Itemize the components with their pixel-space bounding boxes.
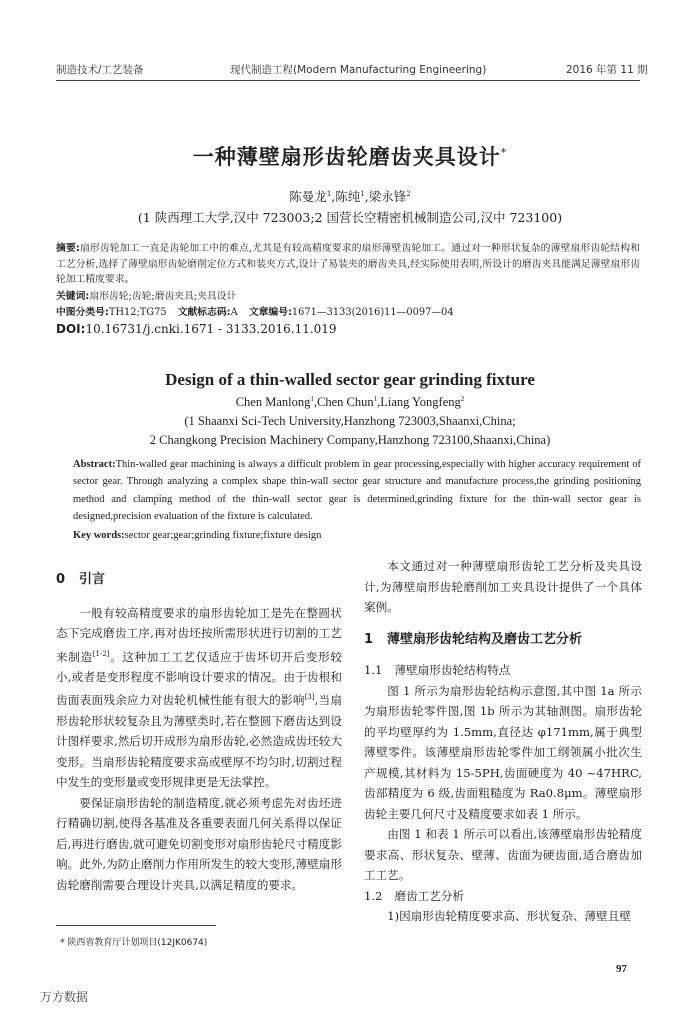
keywords-en bbox=[73, 527, 641, 544]
citation-1-2: [1-2] bbox=[92, 649, 110, 658]
doi-value: 10.16731/j.cnki.1671 - 3133.2016.11.019 bbox=[85, 322, 337, 336]
doc-code-value: A bbox=[230, 307, 238, 318]
section-1-2-heading bbox=[364, 886, 642, 907]
grinding-analysis-paragraph: 1)因扇形齿轮精度要求高、形状复杂、薄壁且壁 bbox=[387, 909, 631, 923]
section-0-title: 引言 bbox=[79, 572, 106, 587]
intro-p1-part-b: 。这种加工工艺仅适应于齿坏切开后变形较小,或者是变形程度不影响设计要求的情况。由于齿根和齿面表面残余应力对齿轮机械性能有很大的影响 bbox=[56, 649, 342, 708]
affiliation-en-1: (1 Shaanxi Sci-Tech University,Hanzhong 723003,Shaanxi,China; bbox=[184, 414, 516, 428]
header-rule bbox=[56, 80, 640, 81]
header-issue: 2016 年第 11 期 bbox=[566, 64, 648, 76]
doi-label: DOI: bbox=[56, 322, 86, 336]
keywords-cn bbox=[56, 288, 236, 302]
intro-paragraph-3: 本文通过对一种薄壁扇形齿轮工艺分析及夹具设计,为薄壁扇形齿轮磨削加工夹具设计提供了一个具体案例。 bbox=[364, 559, 642, 614]
article-no-label: 文章编号: bbox=[248, 307, 292, 318]
author-en-1: Chen Manlong bbox=[235, 395, 311, 410]
abstract-cn bbox=[56, 241, 640, 288]
keywords-cn-label: 关键词: bbox=[56, 291, 90, 302]
doc-code-label: 文献标志码: bbox=[177, 307, 231, 318]
footnote-rule bbox=[56, 925, 216, 926]
section-1-number: 1 bbox=[364, 631, 374, 647]
intro-p1-part-c: ,当扇形齿轮形状较复杂且为薄壁类时,若在整圆下磨齿达到设计图样要求,然后切开成形为扇形齿轮,必然造成齿坯较大变形。当扇形齿轮精度要求高或壁厚不均匀时,切割过程中发生的变形量或变形规律更是无法掌控。 bbox=[56, 693, 342, 790]
author-en-3-affil: 2 bbox=[460, 395, 465, 403]
article-no-value: 1671—3133(2016)11—0097—04 bbox=[291, 307, 454, 318]
right-column bbox=[364, 556, 642, 927]
author-cn-2: ,陈纯 bbox=[331, 189, 361, 204]
intro-paragraph-2: 要保证扇形齿轮的制造精度,就必须考虑先对齿坯进行精确切割,使得各基准及各重要表面几何关系得以保证后,再进行磨齿,就可避免切割变形对扇形齿轮尺寸精度影响。此外,为防止磨削力作用所发生的较大变形,薄壁扇形齿轮磨削需要合理设计夹具,以满足精度的要求。 bbox=[56, 795, 342, 892]
keywords-en-label: Key words: bbox=[73, 530, 125, 541]
abstract-en bbox=[73, 456, 641, 526]
authors-en bbox=[0, 395, 700, 410]
author-en-1-affil: 1 bbox=[310, 395, 314, 403]
author-cn-3: ,梁永锋 bbox=[364, 189, 407, 204]
structure-summary-paragraph: 由图 1 和表 1 所示可以看出,该薄壁扇形齿轮精度要求高、形状复杂、壁薄、齿面为硬齿面,适合磨齿加工工艺。 bbox=[364, 827, 642, 882]
doi-line bbox=[56, 322, 337, 336]
author-cn-1: 陈曼龙 bbox=[289, 189, 327, 204]
abstract-en-label: Abstract: bbox=[73, 459, 116, 470]
structure-paragraph: 图 1 所示为扇形齿轮结构示意图,其中图 1a 所示为扇形齿轮零件图,图 1b 所示为其轴测图。扇形齿轮的平均壁厚约为 1.5mm,直径达 φ171mm,属于典型薄壁零件。该薄壁扇形齿轮零件加工纲领属小批次生产规模,其材料为 15-5PH,齿面硬度为 40 ~47HRC,齿部精度为 6 级,齿面粗糙度为 Ra0.8μm。薄壁扇形齿轮主要几何尺寸及精度要求如表 1 所示。 bbox=[364, 683, 642, 821]
author-en-2-affil: 1 bbox=[373, 395, 378, 403]
affiliation-cn: (1 陕西理工大学,汉中 723003;2 国营长空精密机械制造公司,汉中 723100) bbox=[137, 210, 563, 225]
keywords-cn-text: 扇形齿轮;齿轮;磨齿夹具;夹具设计 bbox=[89, 291, 237, 302]
page-number: 97 bbox=[616, 963, 627, 975]
section-1-1-title: 薄壁扇形齿轮结构特点 bbox=[394, 663, 511, 677]
affiliation-en-2: 2 Changkong Precision Machinery Company,Hanzhong 723100,Shaanxi,China) bbox=[149, 433, 551, 447]
header-section-label: 制造技术/工艺装备 bbox=[56, 64, 144, 76]
author-cn-2-affil: 1 bbox=[360, 189, 365, 198]
title-cn-text: 一种薄壁扇形齿轮磨齿夹具设计 bbox=[192, 145, 501, 169]
author-en-3: ,Liang Yongfeng bbox=[377, 395, 461, 410]
author-cn-3-affil: 2 bbox=[406, 189, 411, 198]
section-1-1-heading bbox=[364, 660, 642, 681]
classification-line bbox=[56, 304, 454, 318]
abstract-en-text: Thin-walled gear machining is always a difficult problem in gear processing,especially with higher accuracy requirement of sector gear. Through analyzing a complex shape thin-wall sector gear structure and manufacture process,the grinding positioning method and clamping method of the thin-wall sector gear is determined,grinding fixture for the thin-wall sector gear is designed,precision evaluation of the fixture is calculated. bbox=[73, 459, 641, 523]
section-1-heading bbox=[364, 630, 642, 651]
section-1-title: 薄壁扇形齿轮结构及磨齿工艺分析 bbox=[387, 631, 583, 647]
clc-label: 中图分类号: bbox=[56, 307, 109, 318]
author-en-2: ,Chen Chun bbox=[313, 395, 374, 410]
section-0-heading bbox=[56, 570, 342, 591]
citation-3: [3] bbox=[304, 693, 315, 702]
left-column bbox=[56, 570, 342, 895]
abstract-cn-label: 摘要: bbox=[56, 243, 80, 254]
header-journal-name: 现代制造工程(Modern Manufacturing Engineering) bbox=[230, 64, 487, 76]
title-footnote-mark: * bbox=[500, 146, 508, 159]
section-1-1-number: 1.1 bbox=[364, 663, 383, 677]
intro-p1-part-a: 一般有较高精度要求的扇形齿轮加工是先在整圆状态下完成磨齿工序,再对齿坯按所需形状进行切割的工艺来制造 bbox=[56, 605, 342, 664]
intro-paragraph-1 bbox=[56, 603, 342, 793]
author-cn-1-affil: 1 bbox=[326, 189, 332, 198]
page-title-cn bbox=[0, 141, 700, 171]
keywords-en-text: sector gear;gear;grinding fixture;fixture design bbox=[124, 530, 322, 541]
section-0-number: 0 bbox=[56, 572, 66, 587]
footnote-funding: * 陕西省教育厅计划项目(12JK0674) bbox=[60, 938, 208, 948]
clc-value: TH12;TG75 bbox=[108, 307, 167, 318]
abstract-cn-text: 扇形齿轮加工一直是齿轮加工中的难点,尤其是有较高精度要求的扇形薄壁齿轮加工。通过对一种形状复杂的薄壁扇形齿轮结构和工艺分析,选择了薄壁扇形齿轮磨削定位方式和装夹方式,设计了易装夹的磨齿夹具,经实际使用表明,所设计的磨齿夹具能满足薄壁扇形齿轮加工精度要求。 bbox=[56, 243, 640, 286]
page-title-en: Design of a thin-walled sector gear grinding fixture bbox=[165, 370, 535, 389]
watermark-text: 万方数据 bbox=[40, 990, 89, 1004]
authors-cn bbox=[0, 187, 700, 205]
section-1-2-number: 1.2 bbox=[364, 888, 383, 903]
section-1-2-title: 磨齿工艺分析 bbox=[394, 888, 465, 903]
